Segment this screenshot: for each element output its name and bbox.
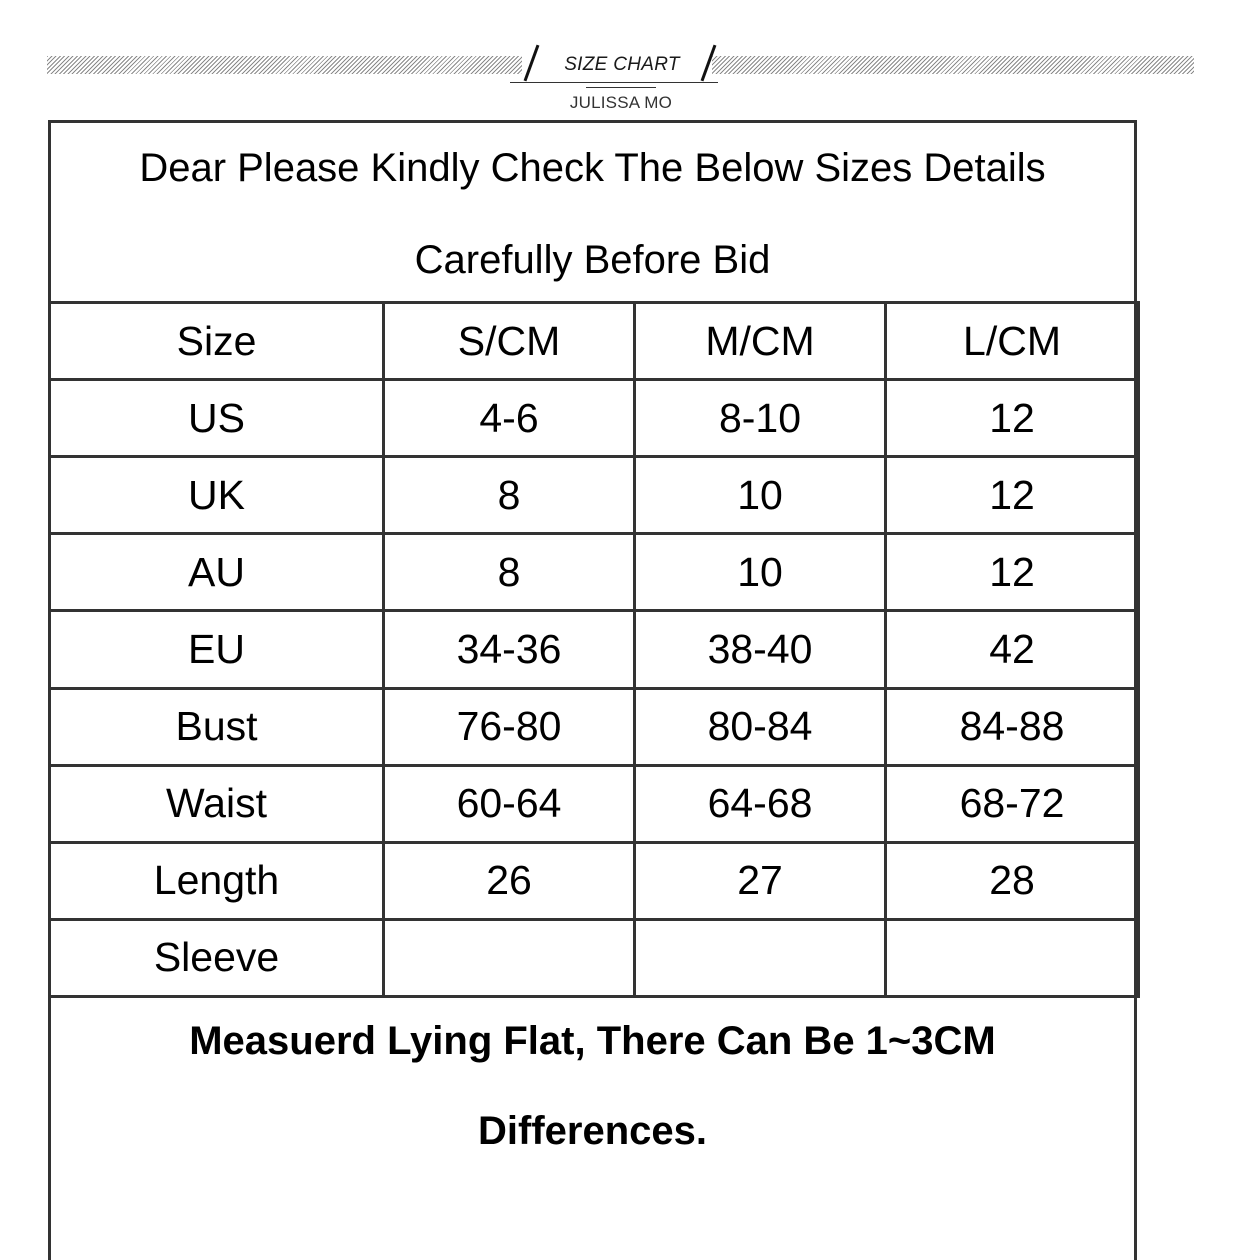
- table-row: [50, 611, 1139, 688]
- table-cell: 68-72: [886, 765, 1139, 842]
- table-row: [50, 919, 1139, 996]
- row-label-cell: Sleeve: [50, 919, 384, 996]
- table-row: [50, 765, 1139, 842]
- table-cell: 10: [635, 457, 886, 534]
- table-cell: 26: [384, 842, 635, 919]
- table-cell: 8: [384, 534, 635, 611]
- table-cell: 27: [635, 842, 886, 919]
- table-row: [50, 688, 1139, 765]
- table-cell: 34-36: [384, 611, 635, 688]
- table-cell: 28: [886, 842, 1139, 919]
- table-cell: 84-88: [886, 688, 1139, 765]
- table-cell: 12: [886, 534, 1139, 611]
- row-label-cell: Waist: [50, 765, 384, 842]
- table-cell: 8-10: [635, 380, 886, 457]
- header-underline: [510, 82, 718, 83]
- row-label-cell: Length: [50, 842, 384, 919]
- measurement-note-line-1: Measuerd Lying Flat, There Can Be 1~3CM: [189, 1019, 996, 1063]
- measurement-note-line-2: Differences.: [478, 1109, 707, 1153]
- table-cell: 10: [635, 534, 886, 611]
- column-header: M/CM: [635, 303, 886, 380]
- table-cell: [635, 919, 886, 996]
- header-hatch-right: [712, 56, 1194, 74]
- column-header: Size: [50, 303, 384, 380]
- table-cell: [384, 919, 635, 996]
- row-label-cell: UK: [50, 457, 384, 534]
- column-header: L/CM: [886, 303, 1139, 380]
- table-cell: 80-84: [635, 688, 886, 765]
- table-cell: 4-6: [384, 380, 635, 457]
- row-label-cell: EU: [50, 611, 384, 688]
- table-cell: 8: [384, 457, 635, 534]
- table-cell: 64-68: [635, 765, 886, 842]
- table-row: [50, 380, 1139, 457]
- header-slash-left: [524, 45, 540, 82]
- table-cell: 38-40: [635, 611, 886, 688]
- size-table: [48, 301, 1140, 998]
- brand-name: JULISSA MO: [569, 93, 673, 112]
- table-row: [50, 842, 1139, 919]
- size-chart-title: SIZE CHART: [564, 54, 680, 75]
- table-row: [50, 534, 1139, 611]
- table-row: [50, 457, 1139, 534]
- row-label-cell: US: [50, 380, 384, 457]
- table-cell: 60-64: [384, 765, 635, 842]
- row-label-cell: AU: [50, 534, 384, 611]
- table-header-row: [50, 303, 1139, 380]
- table-cell: 12: [886, 457, 1139, 534]
- table-cell: [886, 919, 1139, 996]
- row-label-cell: Bust: [50, 688, 384, 765]
- table-cell: 76-80: [384, 688, 635, 765]
- header-hatch-left: [47, 56, 522, 74]
- table-cell: 12: [886, 380, 1139, 457]
- notice-box: [51, 123, 1134, 301]
- notice-line-2: Carefully Before Bid: [414, 238, 771, 282]
- column-header: S/CM: [384, 303, 635, 380]
- header-underline-short: [586, 87, 656, 88]
- table-cell: 42: [886, 611, 1139, 688]
- notice-line-1: Dear Please Kindly Check The Below Sizes Details: [139, 146, 1046, 190]
